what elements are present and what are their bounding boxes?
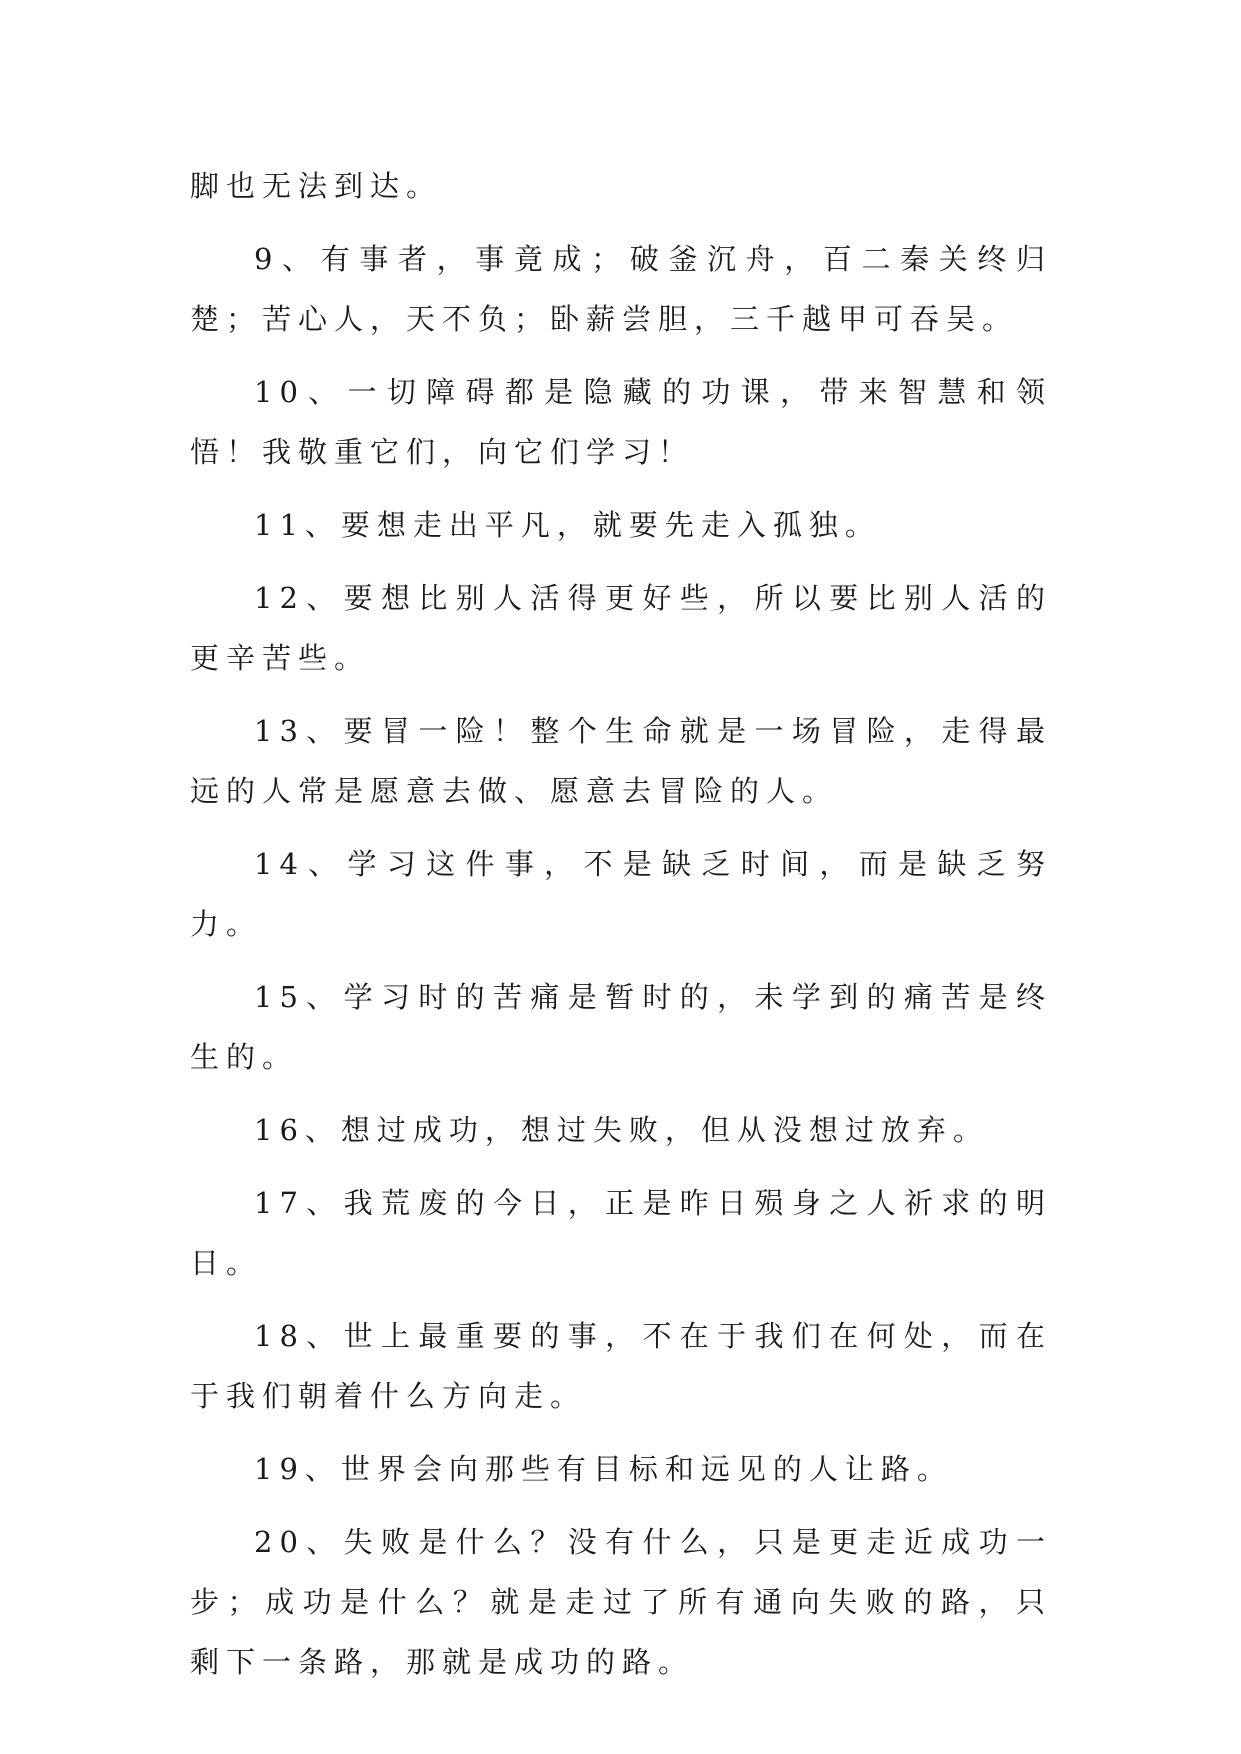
document-body [190,156,1052,1705]
quote-16: 16、想过成功，想过失败，但从没想过放弃。 [254,1113,989,1147]
quote-14: 14、学习这件事，不是缺乏时间，而是缺乏努力。 [190,847,1052,941]
quote-13: 13、要冒一险！整个生命就是一场冒险，走得最远的人常是愿意去做、愿意去冒险的人。 [190,714,1052,808]
quote-11: 11、要想走出平凡，就要先走入孤独。 [254,508,881,542]
quote-18: 18、世上最重要的事，不在于我们在何处，而在于我们朝着什么方向走。 [190,1319,1052,1413]
quote-20: 20、失败是什么？没有什么，只是更走近成功一步；成功是什么？就是走过了所有通向失败的路，只剩下一条路，那就是成功的路。 [190,1525,1052,1679]
quote-10: 10、一切障碍都是隐藏的功课，带来智慧和领悟！我敬重它们，向它们学习！ [190,375,1052,469]
quote-9: 9、有事者，事竟成；破釜沉舟，百二秦关终归楚；苦心人，天不负；卧薪尝胆，三千越甲可吞吴。 [190,242,1052,336]
quote-19: 19、世界会向那些有目标和远见的人让路。 [254,1452,953,1486]
quote-12: 12、要想比别人活得更好些，所以要比别人活的更辛苦些。 [190,581,1052,675]
quote-15: 15、学习时的苦痛是暂时的，未学到的痛苦是终生的。 [190,980,1052,1074]
quote-17: 17、我荒废的今日，正是昨日殒身之人祈求的明日。 [190,1186,1052,1280]
paragraph-continuation: 脚也无法到达。 [190,169,443,203]
